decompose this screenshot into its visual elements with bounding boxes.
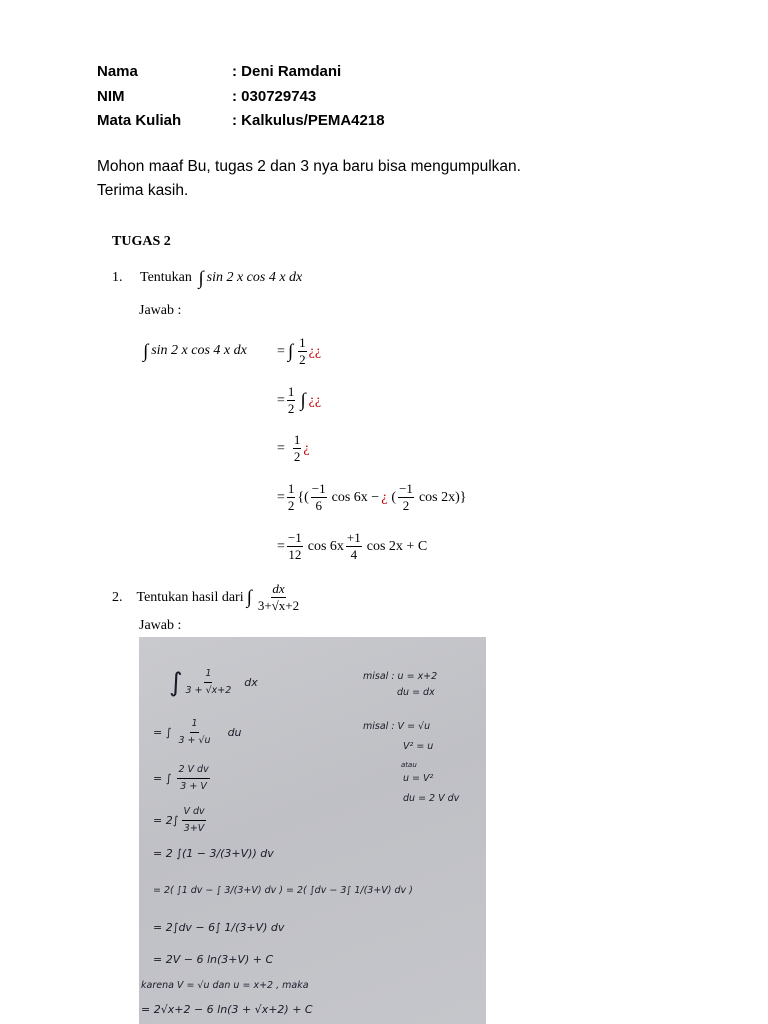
fraction	[287, 385, 296, 416]
prefix: = 2∫	[153, 814, 179, 827]
hw-note-7: du = 2 V dv	[403, 793, 460, 804]
denominator: 2	[287, 401, 295, 416]
denominator: 2	[402, 498, 410, 513]
hw-line-3	[153, 763, 212, 794]
denominator: 12	[288, 547, 302, 562]
student-info	[97, 60, 385, 134]
info-key: NIM	[97, 87, 125, 105]
equals: =	[277, 392, 285, 408]
du: du	[227, 726, 242, 739]
answer-label: Jawab :	[139, 303, 182, 318]
question-prompt: Tentukan	[140, 270, 192, 285]
denominator: 4	[350, 547, 358, 562]
hw-note-1: misal : u = x+2	[363, 671, 438, 682]
denominator: 2	[299, 352, 306, 367]
numerator: 1	[287, 384, 295, 399]
numerator: 1	[204, 667, 212, 683]
term: cos 6x −	[331, 489, 380, 505]
fraction	[311, 482, 327, 513]
hw-note-4: V² = u	[403, 741, 434, 752]
fraction	[298, 336, 307, 367]
numerator: 1	[287, 481, 295, 496]
question-number: 1.	[112, 270, 123, 285]
hw-line-6: = 2( ∫1 dv − ∫ 3/(3+V) dv ) = 2( ∫dv − 3∫ 1/(3+V) dv )	[153, 885, 413, 896]
info-value: : Kalkulus/PEMA4218	[232, 112, 385, 129]
denominator: 2	[287, 498, 295, 513]
garbled-glyph: ¿¿	[308, 392, 322, 408]
question-1	[112, 268, 302, 290]
note-line-2: Terima kasih.	[97, 182, 189, 199]
hw-line-1: ∫ $\frac{1}{3 + √x+2}$ dx	[169, 667, 258, 698]
fraction	[293, 433, 302, 464]
info-value: : Deni Ramdani	[232, 63, 342, 80]
hw-note-2: du = dx	[397, 687, 435, 698]
numerator: −1	[287, 530, 302, 545]
note-line-1: Mohon maaf Bu, tugas 2 dan 3 nya baru bisa mengumpulkan.	[97, 158, 521, 175]
equals: =	[277, 538, 285, 554]
step-4	[277, 482, 466, 513]
lhs-integrand: sin 2 x cos 4 x dx	[151, 343, 247, 358]
info-key: Nama	[97, 63, 138, 80]
denominator: 3 + √u	[178, 735, 211, 746]
hw-line-7: = 2∫dv − 6∫ 1/(3+V) dv	[153, 921, 285, 934]
hw-line-5: = 2 ∫(1 − 3/(3+V)) dv	[153, 847, 274, 860]
numerator: dx	[272, 581, 285, 596]
term: cos 6x	[307, 538, 344, 554]
hw-note-3: misal : V = √u	[363, 721, 431, 732]
step-3	[277, 433, 310, 464]
denominator: 2	[293, 449, 301, 464]
term: cos 2x)}	[418, 489, 467, 505]
numerator: 1	[190, 717, 198, 733]
lhs-expression	[140, 341, 247, 363]
integrand: sin 2 x cos 4 x dx	[206, 270, 303, 285]
garbled-glyph: ¿	[381, 489, 388, 505]
equals: =	[277, 343, 285, 359]
numerator: −1	[311, 481, 326, 496]
numerator: 1	[293, 432, 301, 447]
fraction	[346, 531, 362, 562]
fraction	[398, 482, 414, 513]
hw-line-4	[153, 805, 208, 836]
equals: =	[277, 489, 285, 505]
integral-sign: ∫	[143, 341, 149, 362]
fraction	[287, 482, 296, 513]
denominator: 6	[315, 498, 322, 513]
step-5	[277, 531, 427, 562]
numerator: 2 V dv	[177, 763, 209, 779]
info-value: : 030729743	[232, 87, 317, 105]
section-title: TUGAS 2	[112, 234, 171, 249]
dx: dx	[244, 676, 258, 689]
fraction	[257, 582, 300, 613]
hw-line-8: = 2V − 6 ln(3+V) + C	[153, 953, 274, 966]
handwritten-solution-photo	[139, 637, 486, 1024]
hw-note-5: atau	[401, 761, 417, 769]
apology-note	[97, 155, 521, 203]
info-row-course	[97, 109, 385, 134]
prefix: = ∫	[153, 726, 172, 739]
info-row-nim	[97, 85, 385, 110]
brace-open: {(	[297, 489, 309, 505]
question-number: 2.	[112, 589, 123, 605]
fraction	[287, 531, 303, 562]
denominator: 3 + √x+2	[185, 685, 232, 696]
hw-line-10: = 2√x+2 − 6 ln(3 + √x+2) + C	[141, 1003, 313, 1016]
prefix: = ∫	[153, 772, 172, 785]
numerator: 1	[299, 335, 306, 350]
answer-label-2: Jawab :	[139, 618, 182, 633]
info-row-name	[97, 60, 385, 85]
integral-sign: ∫	[246, 586, 252, 608]
denominator: 3+√x+2	[257, 598, 300, 613]
numerator: −1	[399, 481, 413, 496]
question-2	[112, 582, 302, 613]
hw-line-9: karena V = √u dan u = x+2 , maka	[141, 980, 309, 991]
numerator: V dv	[182, 805, 205, 821]
question-prompt: Tentukan hasil dari	[136, 589, 244, 605]
garbled-glyph: ¿¿	[308, 343, 322, 359]
integral-sign: ∫	[300, 389, 306, 411]
step-1	[277, 336, 321, 367]
denominator: 3+V	[183, 823, 205, 834]
step-2	[277, 385, 321, 416]
equals: =	[277, 440, 285, 456]
info-key: Mata Kuliah	[97, 112, 182, 129]
numerator: +1	[346, 530, 361, 545]
paren: (	[391, 489, 397, 505]
denominator: 3 + V	[180, 781, 207, 792]
hw-note-6: u = V²	[403, 773, 434, 784]
hw-line-2	[153, 717, 242, 748]
term: cos 2x + C	[366, 538, 428, 554]
integral-sign: ∫	[287, 340, 294, 362]
garbled-glyph: ¿	[303, 440, 310, 456]
integral-sign: ∫	[198, 268, 204, 289]
